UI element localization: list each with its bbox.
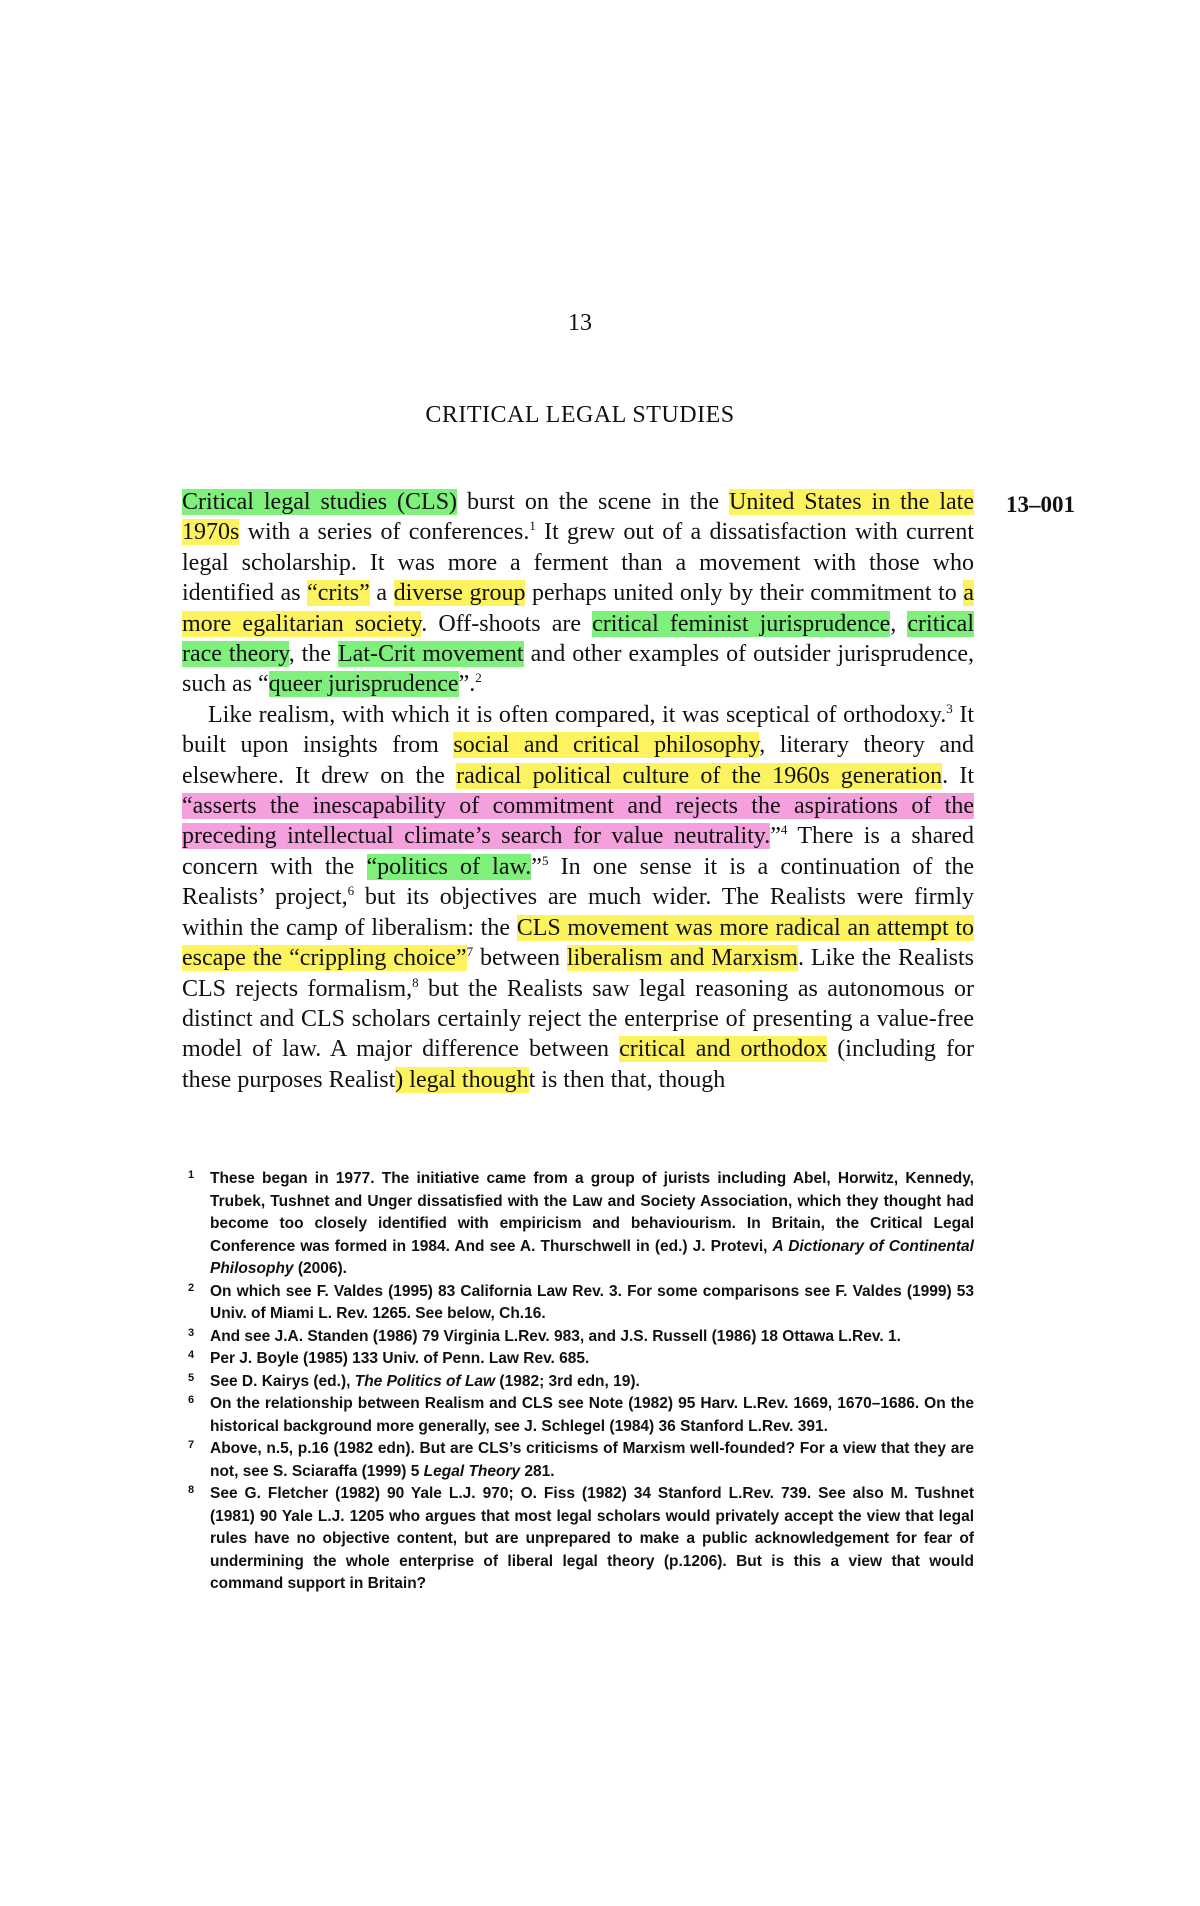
footnote-2: 2 On which see F. Valdes (1995) 83 California Law Rev. 3. For some comparisons see F. Valdes (1999) 53 Univ. of Miami L. Rev. 1265. See below, Ch.16. [188, 1281, 974, 1322]
footnote-8: 8 See G. Fletcher (1982) 90 Yale L.J. 970; O. Fiss (1982) 34 Stanford L.Rev. 739. See also M. Tushnet (1981) 90 Yale L.J. 1205 who argues that most legal scholars would privately accept the view that legal rules have no objective content, but are unprepared to make a public acknowledgement for fear of undermining the whole enterprise of liberal legal theory (p.1206). But is this a view that would command support in Britain? [188, 1484, 974, 1592]
footnotes [182, 1168, 974, 1596]
main-text [182, 487, 974, 1095]
highlight-politics-of-law: “politics of law. [366, 853, 532, 880]
footnote-1: 1 These began in 1977. The initiative came from a group of jurists including Abel, Horwitz, Kennedy, Trubek, Tushnet and Unger dissatisfied with the Law and Society Association, which they thought had become too closely identified with empiricism and behaviourism. In Britain, the Critical Legal Conference was formed in 1984. And see A. Thurschwell in (ed.) J. Protevi, A Dictionary of Continental Philosophy (2006). [188, 1169, 974, 1277]
page-number: 13 [568, 310, 592, 336]
highlight-diverse-group: diverse group [393, 580, 526, 607]
footnote-ref-1[interactable]: 1 [529, 518, 536, 534]
footnote-ref-8[interactable]: 8 [412, 974, 419, 990]
footnote-ref-6[interactable]: 6 [347, 883, 355, 899]
footnote-5: 5 See D. Kairys (ed.), The Politics of Law (1982; 3rd edn, 19). [188, 1371, 640, 1390]
highlight-critical-orthodox: critical and orthodox [619, 1036, 828, 1063]
footnote-3: 3 And see J.A. Standen (1986) 79 Virginia L.Rev. 983, and J.S. Russell (1986) 18 Ottawa L.Rev. 1. [188, 1326, 901, 1345]
paragraph-1: Critical legal studies (CLS) burst on the scene in the United States in the late 1970s with a series of conferences.$^1$ It grew out of a dissatisfaction with current legal scholarship. It was more a ferment than a movement with those who identified as “crits” a diverse group perhaps united only by their commitment to a more egalitarian society. Off-shoots are critical feminist jurisprudence, critical race theory, the Lat-Crit movement and other examples of outsider jurisprudence, such as “queer jurisprudence”.$^2$ [182, 489, 975, 698]
highlight-egalitarian-society: a more egalitarian society [182, 580, 974, 637]
highlight-united-states: United States in the late 1970s [182, 489, 974, 546]
highlight-cls: Critical legal studies (CLS) [182, 489, 458, 515]
footnote-7: 7 Above, n.5, p.16 (1982 edn). But are CLS’s criticisms of Marxism well-founded? For a view that they are not, see S. Sciaraffa (1999) 5 Legal Theory 281. [188, 1439, 974, 1480]
footnote-6: 6 On the relationship between Realism and CLS see Note (1982) 95 Harv. L.Rev. 1669, 1670–1686. On the historical background more generally, see J. Schlegel (1984) 36 Stanford L.Rev. 391. [188, 1394, 974, 1435]
footnote-ref-4[interactable]: 4 [780, 822, 788, 838]
highlight-asserts-quote: “asserts the inescapability of commitment and rejects the aspirations of the preceding intellectual climate’s search for value neutrality. [182, 793, 974, 850]
paragraph-reference: 13–001 [1006, 492, 1075, 517]
highlight-legal-thought: ) legal though [395, 1066, 529, 1093]
footnote-ref-5[interactable]: 5 [541, 852, 549, 868]
paragraph-2: Like realism, with which it is often compared, it was sceptical of orthodoxy.$^3$ It built upon insights from social and critical philosophy, literary theory and elsewhere. It drew on the radical political culture of the 1960s generation. It “asserts the inescapability of commitment and rejects the aspirations of the preceding intellectual climate’s search for value neutrality.”$^4$ There is a shared concern with the “politics of law.”$^5$ In one sense it is a continuation of the Realists’ project,$^6$ but its objectives are much wider. The Realists were firmly within the camp of liberalism: the CLS movement was more radical an attempt to escape the “crippling choice”$^7$ between liberalism and Marxism. Like the Realists CLS rejects formalism,$^8$ but the Realists saw legal reasoning as autonomous or distinct and CLS scholars certainly reject the enterprise of presenting a value-free model of law. A major difference between critical and orthodox (including for these purposes Realist) legal thought is then that, though [182, 700, 975, 1093]
footnote-ref-7[interactable]: 7 [466, 944, 474, 960]
highlight-critical-race-theory: critical race theory [182, 610, 974, 668]
footnote-ref-3[interactable]: 3 [946, 700, 953, 716]
highlight-lat-crit: Lat-Crit movement [337, 641, 524, 668]
highlight-liberalism-marxism: liberalism and Marxism [566, 945, 798, 972]
footnote-4: 4 Per J. Boyle (1985) 133 Univ. of Penn. Law Rev. 685. [188, 1349, 590, 1367]
highlight-radical-culture: radical political culture of the 1960s generation [456, 762, 943, 789]
highlight-cls-movement: CLS movement was more radical an attempt to escape the “crippling choice” [182, 914, 975, 972]
highlight-social-philosophy: social and critical philosophy [453, 732, 760, 759]
footnote-ref-2[interactable]: 2 [475, 670, 482, 686]
highlight-feminist-jurisprudence: critical feminist jurisprudence [592, 610, 891, 637]
chapter-title: CRITICAL LEGAL STUDIES [425, 402, 735, 428]
highlight-crits: “crits” [307, 580, 370, 607]
highlight-queer-jurisprudence: queer jurisprudence [268, 671, 459, 698]
